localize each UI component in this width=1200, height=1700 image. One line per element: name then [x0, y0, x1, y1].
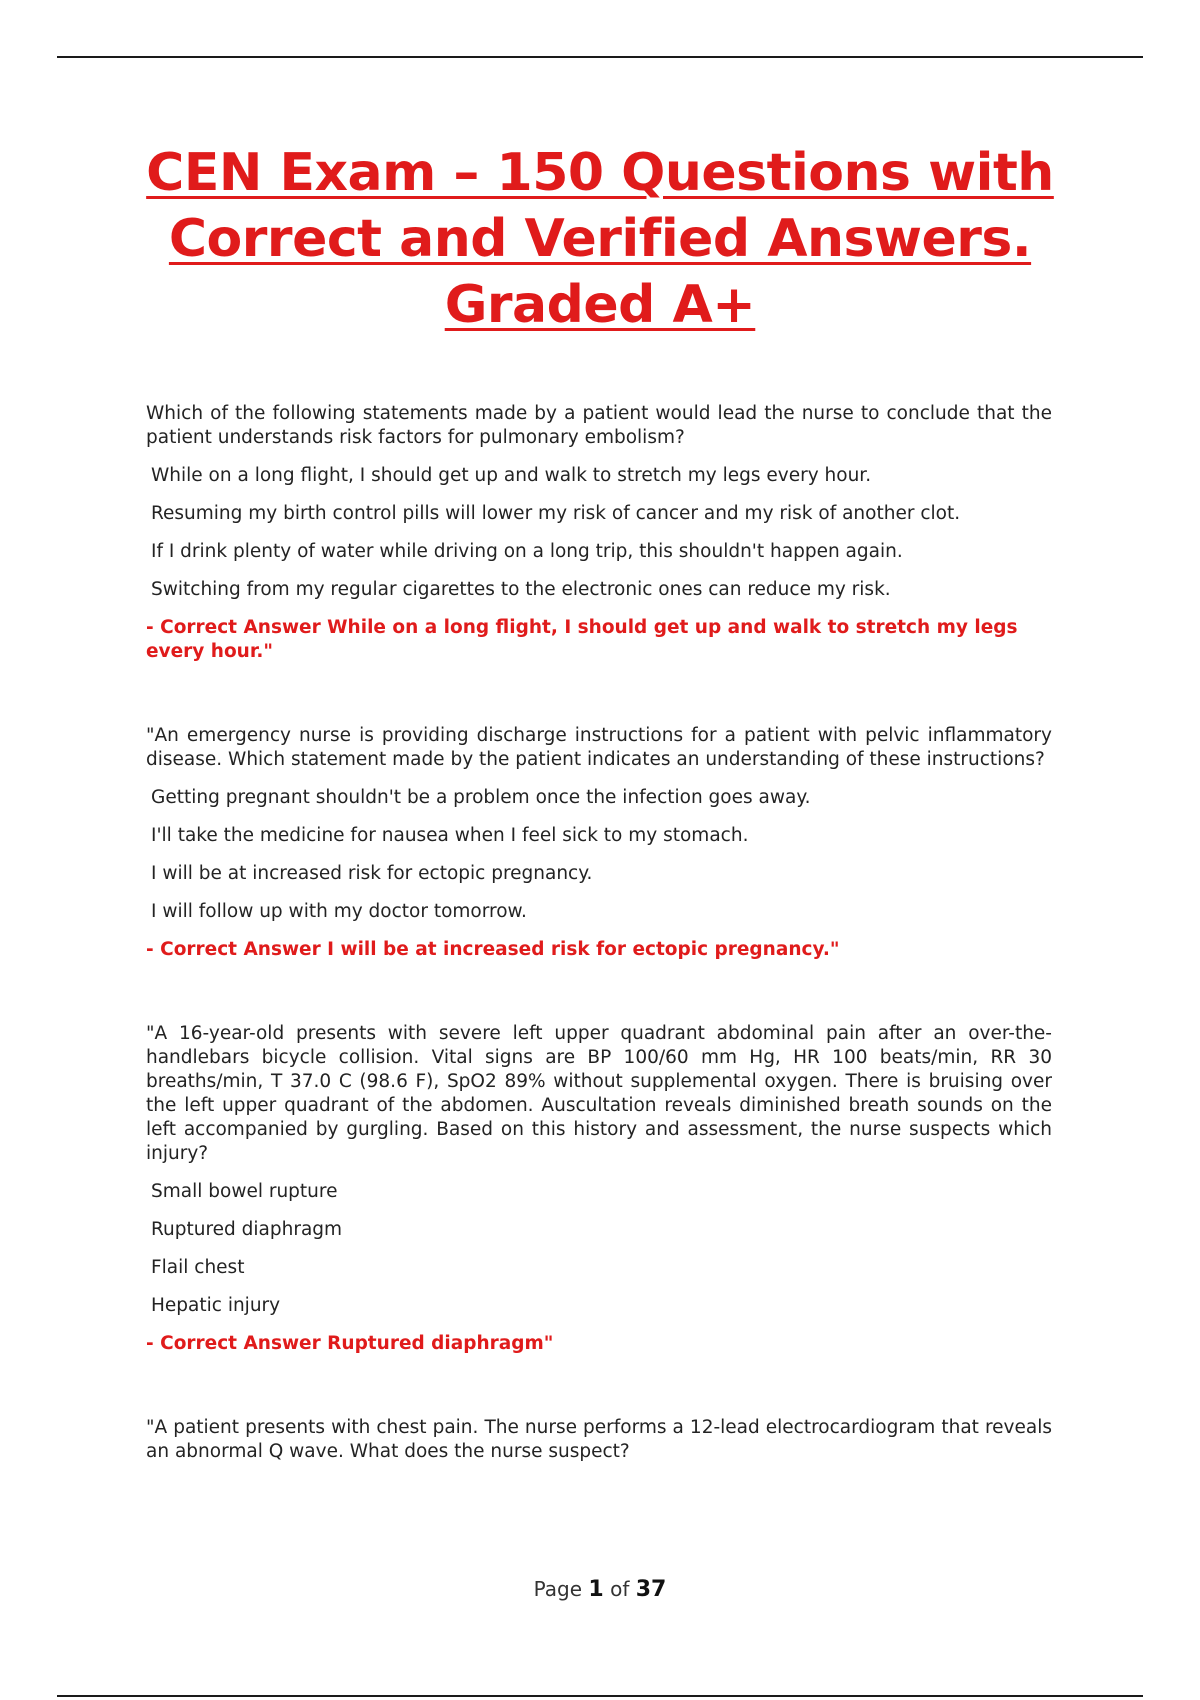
page-word: Page	[533, 1577, 583, 1601]
option: If I drink plenty of water while driving on a long trip, this shouldn't happen again.	[151, 541, 903, 562]
question-text: "A 16-year-old presents with severe left upper quadrant abdominal pain after an over-the-handlebars bicycle collision. Vital signs are BP 100/60 mm Hg, HR 100 beats/min, RR 30 breaths/min, T 37.0 C (98.6 F), SpO2 89% without supplemental oxygen. There is bruising over the left upper quadrant of the abdomen. Auscultation reveals diminished breath sounds on the left accompanied by gurgling. Based on this history and assessment, the nurse suspects which injury?	[146, 1023, 1052, 1164]
option: Small bowel rupture	[151, 1181, 338, 1202]
question-block-4	[146, 1416, 1052, 1464]
option: While on a long flight, I should get up and walk to stretch my legs every hour.	[151, 465, 872, 486]
question-text: "A patient presents with chest pain. The nurse performs a 12-lead electrocardiogram that reveals an abnormal Q wave. What does the nurse suspect?	[146, 1417, 1052, 1462]
option: Resuming my birth control pills will lower my risk of cancer and my risk of another clot.	[151, 503, 961, 524]
total-pages-number: 37	[635, 1577, 667, 1602]
title-line-2: Correct and Verified Answers.	[168, 209, 1032, 269]
current-page-number: 1	[588, 1577, 604, 1602]
option: Getting pregnant shouldn't be a problem once the infection goes away.	[151, 787, 811, 808]
title-line-1: CEN Exam – 150 Questions with	[146, 143, 1054, 203]
option: Switching from my regular cigarettes to the electronic ones can reduce my risk.	[151, 579, 891, 600]
title-line-3: Graded A+	[444, 275, 756, 335]
question-text: Which of the following statements made by a patient would lead the nurse to conclude that the patient understands risk factors for pulmonary embolism?	[146, 403, 1052, 448]
correct-answer: - Correct Answer While on a long flight, I should get up and walk to stretch my legs every hour."	[146, 617, 1018, 662]
of-word: of	[610, 1577, 630, 1601]
correct-answer: - Correct Answer Ruptured diaphragm"	[146, 1333, 554, 1354]
option: I'll take the medicine for nausea when I feel sick to my stomach.	[151, 825, 749, 846]
question-text: "An emergency nurse is providing discharge instructions for a patient with pelvic inflammatory disease. Which statement made by the patient indicates an understanding of these instructions?	[146, 725, 1052, 770]
option: I will follow up with my doctor tomorrow.	[151, 901, 527, 922]
option: Hepatic injury	[151, 1295, 281, 1316]
document-title	[100, 140, 1100, 338]
top-rule	[57, 56, 1143, 58]
question-block-3	[146, 1022, 1052, 1356]
question-block-1	[146, 402, 1052, 664]
option: Ruptured diaphragm	[151, 1219, 343, 1240]
option: I will be at increased risk for ectopic pregnancy.	[151, 863, 593, 884]
correct-answer: - Correct Answer I will be at increased risk for ectopic pregnancy."	[146, 939, 840, 960]
bottom-rule	[57, 1695, 1143, 1697]
option: Flail chest	[151, 1257, 245, 1278]
question-block-2	[146, 724, 1052, 962]
page-indicator	[0, 1577, 1200, 1602]
document-body	[146, 402, 1052, 1464]
